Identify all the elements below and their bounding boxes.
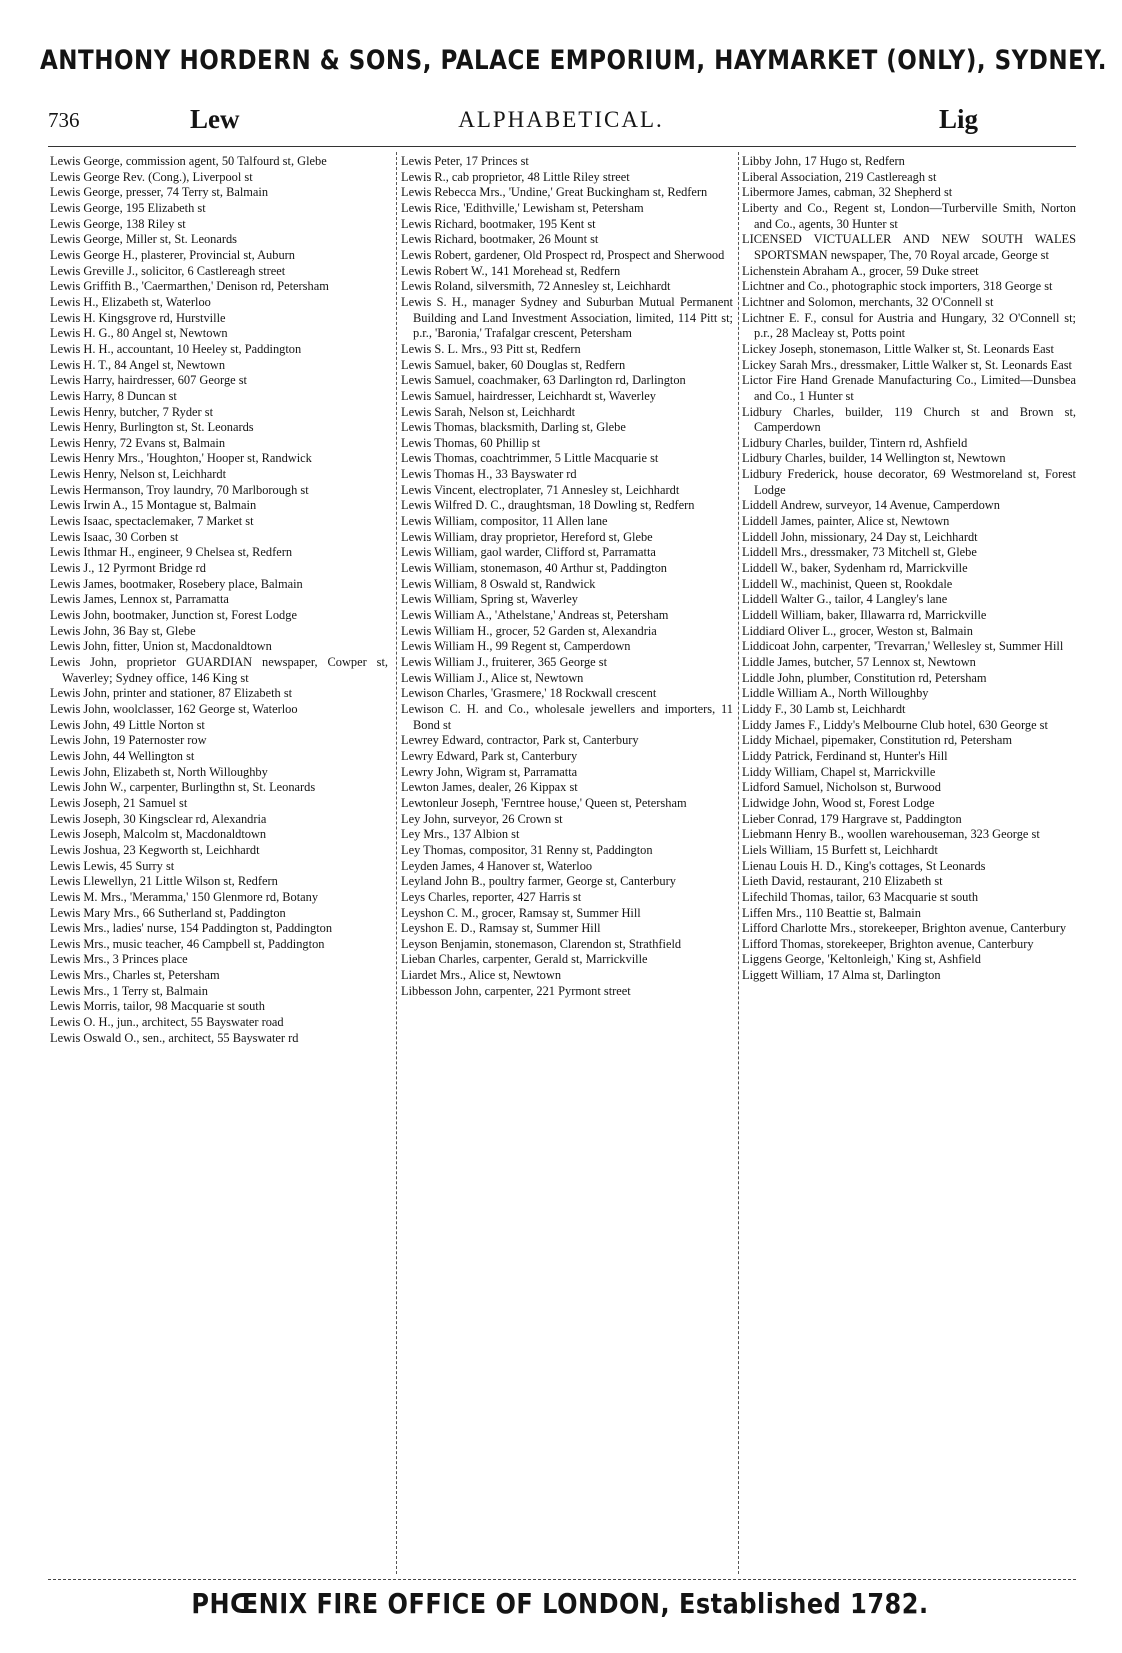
directory-entry: Lewis John, bootmaker, Junction st, Forest Lodge [50,608,297,623]
directory-entry: Lickey Sarah Mrs., dressmaker, Little Walker st, St. Leonards East [742,357,1072,372]
directory-entry: Lewis Henry, 72 Evans st, Balmain [50,435,226,450]
directory-entry: Lewis Sarah, Nelson st, Leichhardt [401,404,576,419]
directory-entry: Liffen Mrs., 110 Beattie st, Balmain [742,905,921,920]
directory-column-3 [742,154,1076,984]
directory-entry: Lieban Charles, carpenter, Gerald st, Marrickville [401,952,648,967]
section-title: ALPHABETICAL. [458,107,664,132]
directory-entry: Libbesson John, carpenter, 221 Pyrmont street [401,983,631,998]
directory-entry: Lewis H., Elizabeth st, Waterloo [50,294,211,309]
directory-entry: Lewis George, presser, 74 Terry st, Balmain [50,185,269,200]
directory-entry: Lewis William H., 99 Regent st, Camperdown [401,639,631,654]
directory-entry: Liggett William, 17 Alma st, Darlington [742,968,941,983]
directory-entry: Lidbury Charles, builder, 14 Wellington st, Newtown [742,451,1006,466]
directory-entry: Liggens George, 'Keltonleigh,' King st, Ashfield [742,952,981,967]
directory-entry: Lewis George, Miller st, St. Leonards [50,232,237,247]
directory-entry: Lewis George, 138 Riley st [50,216,186,231]
directory-entry: Liddiard Oliver L., grocer, Weston st, Balmain [742,623,973,638]
directory-entry: Liddell Mrs., dressmaker, 73 Mitchell st, Glebe [742,545,977,560]
directory-entry: Lidbury Charles, builder, 119 Church st and Brown st, Camperdown [742,404,1076,435]
directory-entry: Lewis James, Lennox st, Parramatta [50,592,229,607]
directory-entry: Lewis John, proprietor GUARDIAN newspaper, Cowper st, Waverley; Sydney office, 146 King st [50,655,388,685]
directory-entry: Lewis Vincent, electroplater, 71 Annesley st, Leichhardt [401,482,680,497]
directory-entry: Lewis Robert, gardener, Old Prospect rd, Prospect and Sherwood [401,247,725,262]
directory-entry: Lienau Louis H. D., King's cottages, St Leonards [742,858,986,873]
directory-entry: Ley John, surveyor, 26 Crown st [401,811,563,826]
directory-entry: Leyden James, 4 Hanover st, Waterloo [401,858,593,873]
directory-entry: Lewis Peter, 17 Princes st [401,154,529,168]
directory-entry: Leyshon E. D., Ramsay st, Summer Hill [401,921,601,936]
directory-entry: Libermore James, cabman, 32 Shepherd st [742,185,953,200]
directory-entry: Lewis Griffith B., 'Caermarthen,' Denison rd, Petersham [50,279,329,294]
directory-entry: Lichtner and Solomon, merchants, 32 O'Connell st [742,294,994,309]
header-rule [48,146,1076,147]
guide-word-left: Lew [190,104,240,134]
directory-entry: Lewis Ithmar H., engineer, 9 Chelsea st, Redfern [50,545,293,560]
directory-entry: Ley Thomas, compositor, 31 Renny st, Paddington [401,842,653,857]
directory-entry: Lewry John, Wigram st, Parramatta [401,764,578,779]
directory-entry: Lewis William J., fruiterer, 365 George st [401,655,608,669]
directory-entry: Lewrey Edward, contractor, Park st, Canterbury [401,733,639,748]
directory-entry: Lewis Henry, Burlington st, St. Leonards [50,420,254,435]
directory-entry: Lewis William A., 'Athelstane,' Andreas st, Petersham [401,608,669,623]
directory-entry: Lewis R., cab proprietor, 48 Little Riley street [401,169,630,184]
directory-entry: Leys Charles, reporter, 427 Harris st [401,889,582,904]
directory-entry: Lewis Hermanson, Troy laundry, 70 Marlborough st [50,482,309,497]
directory-entry: Lictor Fire Hand Grenade Manufacturing Co., Limited—Dunsbea and Co., 1 Hunter st [742,373,1076,403]
directory-entry: Lewis Richard, bootmaker, 26 Mount st [401,232,599,247]
directory-entry: Lewis John, woolclasser, 162 George st, Waterloo [50,701,298,716]
directory-entry: Liebmann Henry B., woollen warehouseman, 323 George st [742,827,1040,842]
directory-entry: Lewis George H., plasterer, Provincial st, Auburn [50,247,295,262]
directory-entry: Lewis William, dray proprietor, Hereford st, Glebe [401,529,653,544]
directory-entry: Lewis Mrs., 3 Princes place [50,952,188,967]
directory-entry: Lewry Edward, Park st, Canterbury [401,748,578,763]
directory-entry: Lewis Robert W., 141 Morehead st, Redfern [401,263,621,278]
directory-entry: Lewis Richard, bootmaker, 195 Kent st [401,216,596,231]
column-divider [396,152,397,1574]
directory-entry: Lewis Samuel, hairdresser, Leichhardt st, Waverley [401,388,656,403]
directory-entry: Lewis Joseph, 21 Samuel st [50,795,188,810]
directory-entry: Liberal Association, 219 Castlereagh st [742,169,937,184]
directory-entry: Lewis William, compositor, 11 Allen lane [401,514,608,529]
directory-entry: Lewis George, commission agent, 50 Talfourd st, Glebe [50,154,327,168]
directory-entry: Liddell Walter G., tailor, 4 Langley's lane [742,592,948,607]
directory-entry: Lewis Joseph, 30 Kingsclear rd, Alexandria [50,811,267,826]
directory-entry: Liddell W., machinist, Queen st, Rookdale [742,576,953,591]
directory-entry: Liddy Michael, pipemaker, Constitution rd, Petersham [742,733,1012,748]
directory-entry: Libby John, 17 Hugo st, Redfern [742,154,905,168]
directory-entry: Lewtonleur Joseph, 'Ferntree house,' Queen st, Petersham [401,795,687,810]
directory-entry: Lewis Mary Mrs., 66 Sutherland st, Paddington [50,905,286,920]
directory-entry: Lewis H. G., 80 Angel st, Newtown [50,326,228,341]
directory-entry: Lewis William H., grocer, 52 Garden st, Alexandria [401,623,657,638]
directory-column-2 [401,154,733,999]
directory-entry: Lidbury Frederick, house decorator, 69 Westmoreland st, Forest Lodge [742,467,1076,497]
directory-column-1 [50,154,388,1046]
directory-entry: Ley Mrs., 137 Albion st [401,827,520,842]
directory-entry: Lewison C. H. and Co., wholesale jewellers and importers, 11 Bond st [401,701,733,732]
directory-entry: Lewis Mrs., music teacher, 46 Campbell st, Paddington [50,936,325,951]
top-advertisement-banner: ANTHONY HORDERN & SONS, PALACE EMPORIUM, HAYMARKET (ONLY), SYDNEY. [40,46,1107,76]
directory-entry: Lewis Samuel, coachmaker, 63 Darlington rd, Darlington [401,373,686,388]
directory-entry: Lewis John, Elizabeth st, North Willoughby [50,764,268,779]
directory-entry: Lewis S. L. Mrs., 93 Pitt st, Redfern [401,341,581,356]
directory-entry: Lewis O. H., jun., architect, 55 Bayswater road [50,1015,284,1030]
directory-entry: Lewis George, 195 Elizabeth st [50,200,206,215]
directory-entry: Lewis Henry, butcher, 7 Ryder st [50,404,214,419]
directory-entry: Lewis Mrs., ladies' nurse, 154 Paddington st, Paddington [50,921,333,936]
directory-entry: Lewis William, stonemason, 40 Arthur st, Paddington [401,561,667,576]
directory-entry: Lewis Oswald O., sen., architect, 55 Bayswater rd [50,1030,299,1045]
directory-entry: Leyland John B., poultry farmer, George st, Canterbury [401,874,676,889]
directory-entry: Lewis Harry, hairdresser, 607 George st [50,373,248,388]
directory-entry: Lidbury Charles, builder, Tintern rd, Ashfield [742,435,968,450]
directory-entry: Lifechild Thomas, tailor, 63 Macquarie st south [742,889,979,904]
page-header [48,104,1074,138]
directory-entry: Lewis Henry Mrs., 'Houghton,' Hooper st, Randwick [50,451,312,466]
directory-entry: Lewis Lewis, 45 Surry st [50,858,175,873]
directory-entry: Lewis Henry, Nelson st, Leichhardt [50,467,227,482]
directory-entry: Lewis Isaac, 30 Corben st [50,529,179,544]
directory-entry: Lewis Thomas, 60 Phillip st [401,435,541,450]
directory-entry: Liddell W., baker, Sydenham rd, Marrickville [742,561,968,576]
directory-entry: Liels William, 15 Burfett st, Leichhardt [742,842,938,857]
directory-entry: Lieth David, restaurant, 210 Elizabeth st [742,874,943,889]
directory-entry: Lewis Samuel, baker, 60 Douglas st, Redfern [401,357,626,372]
directory-entry: Lewis James, bootmaker, Rosebery place, Balmain [50,576,303,591]
directory-entry: Lewis Rebecca Mrs., 'Undine,' Great Buckingham st, Redfern [401,185,708,200]
directory-entry: Leyshon C. M., grocer, Ramsay st, Summer Hill [401,905,641,920]
directory-entry: Lewis Wilfred D. C., draughtsman, 18 Dowling st, Redfern [401,498,695,513]
directory-entry: Lidwidge John, Wood st, Forest Lodge [742,795,935,810]
directory-entry: Liddell John, missionary, 24 Day st, Leichhardt [742,529,978,544]
page-number: 736 [48,108,80,132]
directory-entry: Lewis Thomas, blacksmith, Darling st, Glebe [401,420,626,435]
directory-entry: Lickey Joseph, stonemason, Little Walker st, St. Leonards East [742,341,1054,356]
directory-entry: Lewis Greville J., solicitor, 6 Castlereagh street [50,263,286,278]
directory-entry: Lewison Charles, 'Grasmere,' 18 Rockwall crescent [401,686,657,701]
directory-entry: Lewis Rice, 'Edithville,' Lewisham st, Petersham [401,200,644,215]
footer-rule [48,1579,1076,1580]
directory-entry: Lewis William, 8 Oswald st, Randwick [401,576,596,591]
directory-entry: Lewis John, fitter, Union st, Macdonaldtown [50,639,272,654]
directory-entry: Lewis William, gaol warder, Clifford st, Parramatta [401,545,656,560]
directory-entry: Lewis H. H., accountant, 10 Heeley st, Paddington [50,341,302,356]
directory-entry: Lichtner and Co., photographic stock importers, 318 George st [742,279,1053,294]
directory-entry: Lichenstein Abraham A., grocer, 59 Duke street [742,263,979,278]
directory-entry: Lewis Harry, 8 Duncan st [50,388,177,403]
directory-entry: Lewis Morris, tailor, 98 Macquarie st south [50,999,265,1014]
directory-entry: Lewis Roland, silversmith, 72 Annesley st, Leichhardt [401,279,671,294]
directory-entry: Lewis John, 19 Paternoster row [50,733,207,748]
directory-entry: Lifford Thomas, storekeeper, Brighton avenue, Canterbury [742,936,1034,951]
guide-word-right: Lig [938,104,978,134]
directory-entry: Liddell Andrew, surveyor, 14 Avenue, Camperdown [742,498,1000,513]
directory-entry: Lewis Mrs., Charles st, Petersham [50,968,220,983]
directory-entry: Lifford Charlotte Mrs., storekeeper, Brighton avenue, Canterbury [742,921,1067,936]
directory-entry: Lewis Joseph, Malcolm st, Macdonaldtown [50,827,267,842]
directory-entry: Lichtner E. F., consul for Austria and Hungary, 32 O'Connell st; p.r., 28 Macleay st, Potts point [742,310,1076,341]
directory-entry: Lewis Llewellyn, 21 Little Wilson st, Redfern [50,874,278,889]
directory-entry: Liddell William, baker, Illawarra rd, Marrickville [742,608,987,623]
directory-entry: LICENSED VICTUALLER AND NEW SOUTH WALES SPORTSMAN newspaper, The, 70 Royal arcade, George st [742,232,1076,262]
directory-entry: Lewis Irwin A., 15 Montague st, Balmain [50,498,257,513]
directory-entry: Lewis John, 49 Little Norton st [50,717,205,732]
directory-entry: Liddy F., 30 Lamb st, Leichhardt [742,701,906,716]
directory-entry: Lewis John, 44 Wellington st [50,748,195,763]
directory-entry: Lidford Samuel, Nicholson st, Burwood [742,780,941,795]
directory-entry: Lewis George Rev. (Cong.), Liverpool st [50,169,253,184]
directory-entry: Lewis William, Spring st, Waverley [401,592,578,607]
directory-entry: Lewis Joshua, 23 Kegworth st, Leichhardt [50,842,260,857]
directory-entry: Lewis Thomas H., 33 Bayswater rd [401,467,577,482]
directory-entry: Lewis H. T., 84 Angel st, Newtown [50,357,226,372]
directory-entry: Liddle William A., North Willoughby [742,686,929,701]
directory-entry: Lewis John, 36 Bay st, Glebe [50,623,196,638]
directory-entry: Lewis Mrs., 1 Terry st, Balmain [50,983,208,998]
directory-entry: Lewis J., 12 Pyrmont Bridge rd [50,561,206,576]
bottom-advertisement-banner: PHŒNIX FIRE OFFICE OF LONDON, Established 1782. [191,1587,929,1621]
directory-entry: Lewis John W., carpenter, Burlingthn st, St. Leonards [50,780,316,795]
directory-entry: Liddy Patrick, Ferdinand st, Hunter's Hill [742,748,948,763]
directory-entry: Liddy James F., Liddy's Melbourne Club hotel, 630 George st [742,717,1048,732]
directory-entry: Liddell James, painter, Alice st, Newtown [742,514,950,529]
directory-entry: Lewis John, printer and stationer, 87 Elizabeth st [50,686,293,701]
directory-entry: Lieber Conrad, 179 Hargrave st, Paddington [742,811,962,826]
directory-entry: Leyson Benjamin, stonemason, Clarendon st, Strathfield [401,936,682,951]
directory-entry: Liardet Mrs., Alice st, Newtown [401,968,562,983]
directory-entry: Liddle John, plumber, Constitution rd, Petersham [742,670,987,685]
directory-entry: Liddicoat John, carpenter, 'Trevarran,' Wellesley st, Summer Hill [742,639,1064,654]
directory-entry: Lewis H. Kingsgrove rd, Hurstville [50,310,226,325]
column-divider [738,152,739,1574]
directory-entry: Lewis William J., Alice st, Newtown [401,670,584,685]
directory-entry: Lewis M. Mrs., 'Meramma,' 150 Glenmore rd, Botany [50,889,319,904]
directory-entry: Liberty and Co., Regent st, London—Turberville Smith, Norton and Co., agents, 30 Hunter st [742,200,1076,231]
directory-entry: Lewis S. H., manager Sydney and Suburban Mutual Permanent Building and Land Investment Association, limited, 114 Pitt st; p.r., 'Baronia,' Trafalgar crescent, Petersham [401,294,733,341]
directory-entry: Lewton James, dealer, 26 Kippax st [401,780,578,795]
directory-entry: Liddle James, butcher, 57 Lennox st, Newtown [742,655,976,669]
directory-entry: Liddy William, Chapel st, Marrickville [742,764,936,779]
directory-entry: Lewis Thomas, coachtrimmer, 5 Little Macquarie st [401,451,659,466]
directory-entry: Lewis Isaac, spectaclemaker, 7 Market st [50,514,254,529]
